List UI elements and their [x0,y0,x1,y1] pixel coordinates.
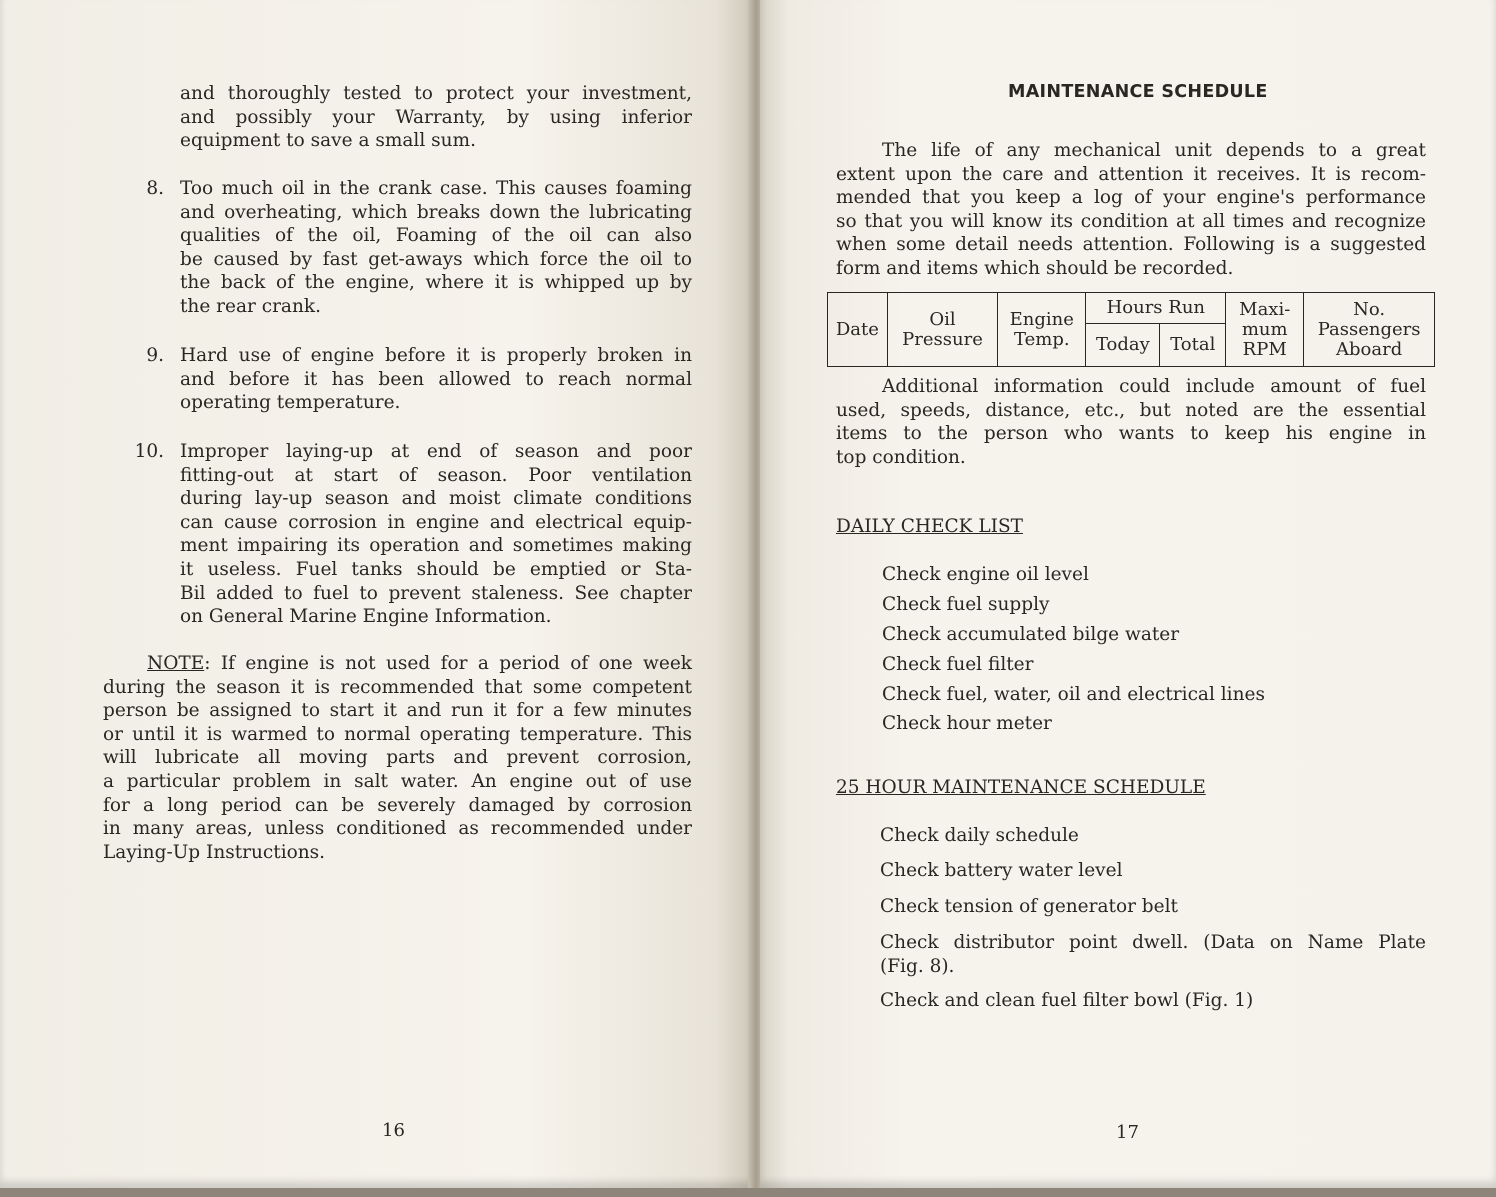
text-line: and thoroughly tested to protect your investment, [180,83,692,104]
text-line: ment impairing its operation and sometimes making [180,535,692,557]
item-number: 10. [134,441,164,462]
header-label: Pressure [902,328,983,350]
text-line: Additional information could include amount of fuel [882,376,1426,397]
header-label: Temp. [1014,328,1070,350]
hour-25-schedule-title: 25 HOUR MAINTENANCE SCHEDULE [836,777,1206,798]
text-line: so that you will know its condition at all times and recognize [836,210,1426,232]
list-item: Check distributor point dwell. (Data on Name Plate [880,932,1426,953]
text-line: during lay-up season and moist climate conditions [180,488,692,510]
text-line: and possibly your Warranty, by using inferior [180,106,692,128]
text-line: operating temperature. [180,392,401,414]
list-item: Check battery water level [880,860,1123,881]
text-line: items to the person who wants to keep his engine in [836,423,1426,445]
header-label: RPM [1242,338,1287,360]
text-line: Bil added to fuel to prevent staleness. See chapter [180,582,692,604]
left-page [0,0,752,1188]
text-line: when some detail needs attention. Following is a suggested [836,234,1426,256]
text-line: and overheating, which breaks down the lubricating [180,201,692,223]
text-line: can cause corrosion in engine and electrical equip- [180,511,692,533]
header-label: Date [835,318,879,340]
text-line: extent upon the care and attention it receives. It is recom- [836,163,1426,185]
header-label: Aboard [1336,338,1403,360]
list-item: Check accumulated bilge water [882,624,1180,645]
daily-check-list-title: DAILY CHECK LIST [836,516,1023,537]
text-line: and before it has been allowed to reach normal [180,368,692,390]
text-line: top condition. [836,446,966,468]
col-maximum-rpm [1226,293,1304,367]
text-line: be caused by fast get-aways which force the oil to [180,248,692,270]
text-line: Too much oil in the crank case. This causes foaming [180,178,692,199]
note-paragraph [103,652,692,864]
text-line: The life of any mechanical unit depends to a great [882,140,1426,161]
col-date [828,293,888,367]
right-intro-paragraph [836,139,1426,281]
list-item: Check fuel supply [882,594,1050,615]
text-line: in many areas, unless conditioned as recommended under [103,818,692,840]
item-number: 8. [146,178,164,199]
item-9-paragraph [180,344,692,415]
text-line: for a long period can be severely damaged by corrosion [103,794,692,816]
item-number: 9. [146,345,164,366]
text-line: will lubricate all moving parts and prevent corrosion, [103,747,692,769]
text-line: equipment to save a small sum. [180,130,476,152]
page-title: MAINTENANCE SCHEDULE [1008,82,1268,102]
engine-log-table [827,292,1435,367]
col-oil-pressure [887,293,997,367]
list-item-continuation: (Fig. 8). [880,956,955,977]
header-label: Hours Run [1106,297,1206,318]
left-intro-paragraph [180,82,692,153]
header-label: Engine [1009,308,1074,330]
text-line: person be assigned to start it and run it for a few minutes [103,700,692,722]
additional-info-paragraph [836,375,1426,469]
note-label: NOTE [147,653,205,674]
list-item: Check fuel filter [882,654,1034,675]
text-line: : If engine is not used for a period of one week [204,653,692,674]
text-line: form and items which should be recorded. [836,257,1234,279]
text-line: Hard use of engine before it is properly broken in [180,345,692,366]
col-total [1160,324,1226,367]
header-label: Maxi- [1239,298,1291,320]
text-line: on General Marine Engine Information. [180,606,552,628]
page-number: 16 [382,1120,405,1141]
text-line: Improper laying-up at end of season and poor [180,441,692,462]
text-line: Laying-Up Instructions. [103,841,326,863]
text-line: fitting-out at start of season. Poor ventilation [180,464,692,486]
list-item: Check and clean fuel filter bowl (Fig. 1) [880,990,1254,1011]
col-passengers [1304,293,1435,367]
list-item: Check fuel, water, oil and electrical lines [882,684,1265,705]
right-page [760,0,1496,1188]
text-line: the back of the engine, where it is whipped up by [180,272,692,294]
list-item: Check daily schedule [880,825,1079,846]
col-hours-run [1086,293,1226,324]
list-item: Check tension of generator belt [880,896,1178,917]
header-label: Passengers [1317,318,1421,340]
note-first-line [103,652,692,676]
header-label: No. [1353,298,1386,320]
item-10-paragraph [180,440,692,629]
header-label: mum [1241,318,1288,340]
text-line: the rear crank. [180,295,321,317]
page-number: 17 [1116,1122,1139,1143]
text-line: it useless. Fuel tanks should be emptied or Sta- [180,558,692,580]
col-engine-temp [998,293,1086,367]
text-line: qualities of the oil, Foaming of the oil can also [180,225,692,247]
header-label: Oil [929,308,956,330]
list-item: Check engine oil level [882,564,1089,585]
item-8-paragraph [180,177,692,319]
text-line: or until it is warmed to normal operating temperature. This [103,723,692,745]
text-line: a particular problem in salt water. An engine out of use [103,770,692,792]
header-label: Today [1095,334,1150,355]
text-line: mended that you keep a log of your engine's performance [836,187,1426,209]
list-item: Check hour meter [882,713,1052,734]
text-line: during the season it is recommended that some competent [103,676,692,698]
text-line: used, speeds, distance, etc., but noted are the essential [836,399,1426,421]
header-label: Total [1170,334,1216,355]
col-today [1086,324,1160,367]
